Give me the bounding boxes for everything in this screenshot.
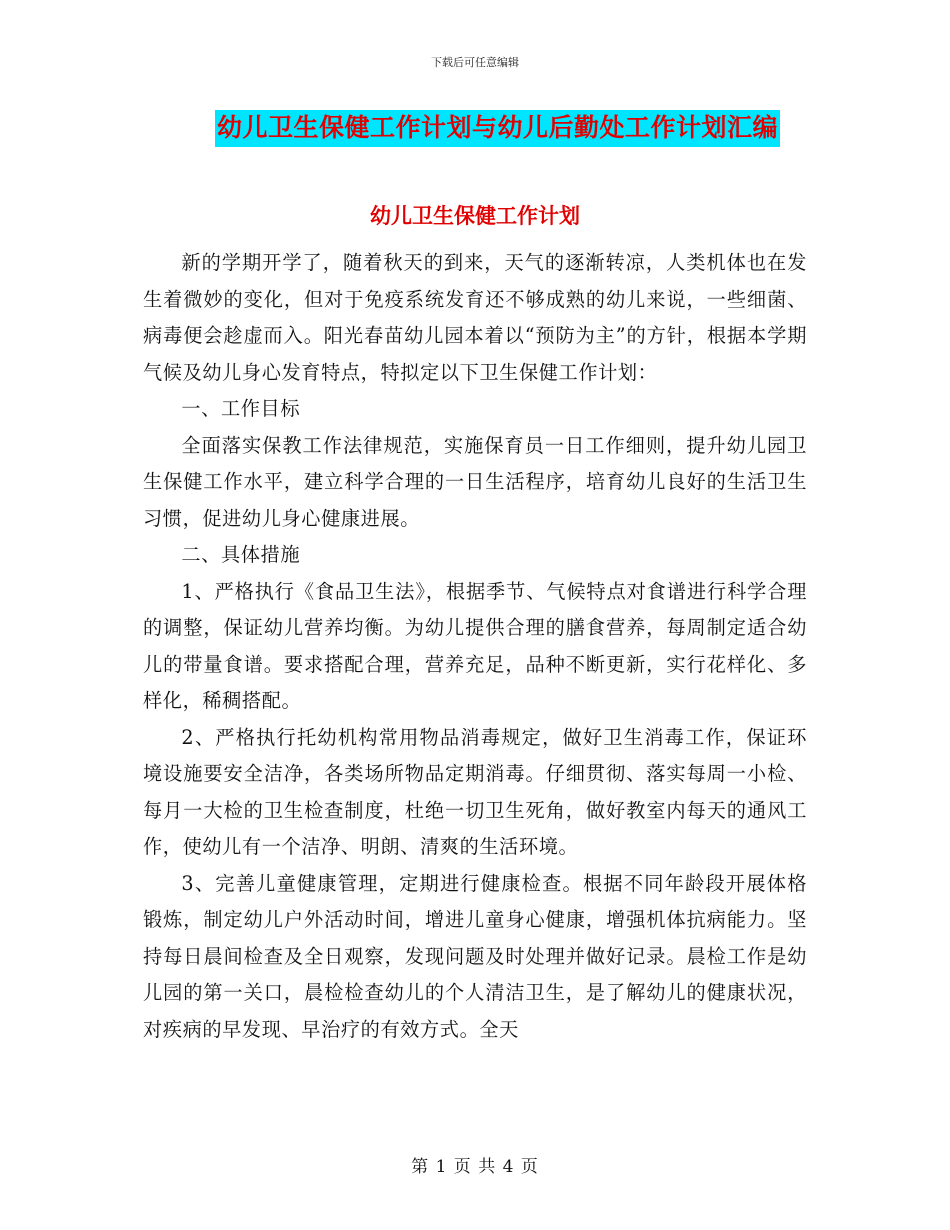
document-title-row (0, 110, 950, 147)
paragraph-goal: 全面落实保教工作法律规范，实施保育员一日工作细则，提升幼儿园卫生保健工作水平，建立科学合理的一日生活程序，培育幼儿良好的生活卫生习惯，促进幼儿身心健康进展。 (143, 433, 807, 530)
paragraph-measure-3: 3、完善儿童健康管理，定期进行健康检查。根据不同年龄段开展体格锻炼，制定幼儿户外活动时间，增进儿童身心健康，增强机体抗病能力。坚持每日晨间检查及全日观察，发现问题及时处理并做好记录。晨检工作是幼儿园的第一关口，晨检检查幼儿的个人清洁卫生，是了解幼儿的健康状况，对疾病的早发现、早治疗的有效方式。全天 (143, 871, 807, 1041)
heading-measures: 二、具体措施 (181, 543, 301, 566)
header-note: 下载后可任意编辑 (431, 56, 519, 69)
heading-work-goal: 一、工作目标 (181, 397, 301, 420)
paragraph-intro: 新的学期开学了，随着秋天的到来，天气的逐渐转凉，人类机体也在发生着微妙的变化，但对于免疫系统发育还不够成熟的幼儿来说，一些细菌、病毒便会趁虚而入。阳光春苗幼儿园本着以“预防为主”的方针，根据本学期气候及幼儿身心发育特点，特拟定以下卫生保健工作计划： (143, 251, 807, 384)
document-body (143, 245, 807, 1048)
paragraph-measure-2: 2、严格执行托幼机构常用物品消毒规定，做好卫生消毒工作，保证环境设施要安全洁净，各类场所物品定期消毒。仔细贯彻、落实每周一小检、每月一大检的卫生检查制度，杜绝一切卫生死角，做好教室内每天的通风工作，使幼儿有一个洁净、明朗、清爽的生活环境。 (143, 725, 807, 858)
paragraph-measure-1: 1、严格执行《食品卫生法》，根据季节、气候特点对食谱进行科学合理的调整，保证幼儿营养均衡。为幼儿提供合理的膳食营养，每周制定适合幼儿的带量食谱。要求搭配合理，营养充足，品种不断更新，实行花样化、多样化，稀稠搭配。 (143, 579, 807, 712)
section-title: 幼儿卫生保健工作计划 (370, 203, 580, 228)
document-title: 幼儿卫生保健工作计划与幼儿后勤处工作计划汇编 (215, 110, 780, 147)
page-number: 第 1 页 共 4 页 (411, 1157, 539, 1177)
